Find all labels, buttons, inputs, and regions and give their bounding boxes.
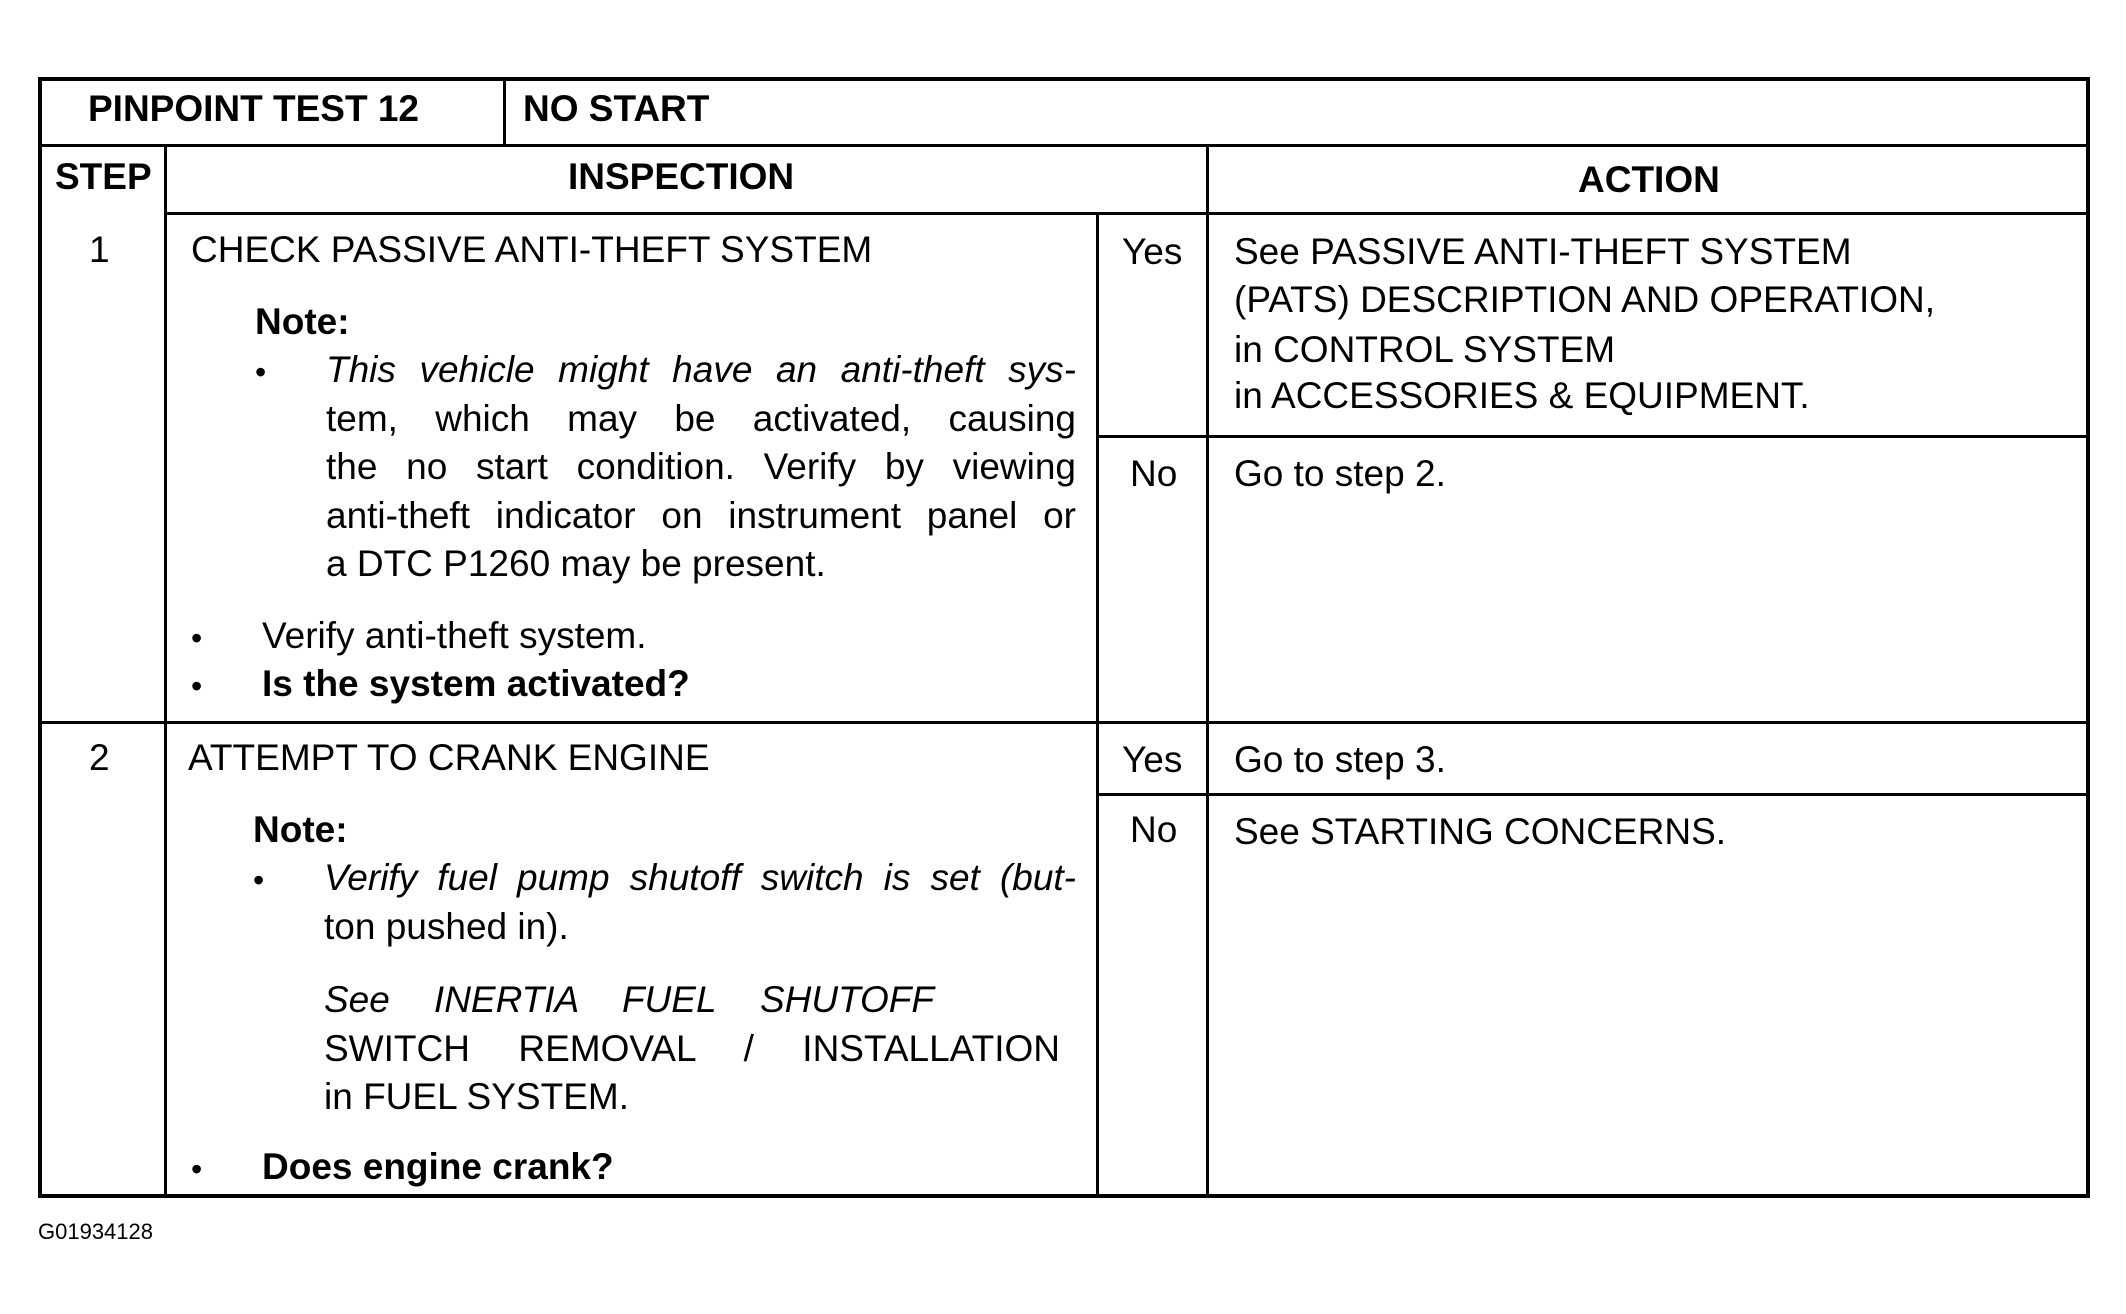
step-2-no-label: No [1130,809,1178,850]
step-1-note-line: a DTC P1260 may be present. [326,543,826,584]
step-2-note-text [324,854,1076,951]
step-2-note-line: Verify fuel pump shutoff switch is set (but- [324,857,1076,898]
step-1-note-bullet: • [255,354,267,390]
step-2-see-line: in FUEL SYSTEM. [324,1076,629,1117]
rule-answer-column [1096,212,1099,1196]
step-1-no-action: Go to step 2. [1234,453,1446,494]
step-2-yes-action: Go to step 3. [1234,739,1446,780]
rule-header-bottom [165,212,2090,215]
step-1-note-line: tem, which may be activated, causing [326,397,1076,439]
step-2-note-line: ton pushed in). [324,905,569,947]
step-1-note-label: Note: [255,301,350,342]
step-1-question: Is the system activated? [262,663,690,704]
step-2-note-label: Note: [253,809,348,850]
step-1-note-line: This vehicle might have an anti-theft sys- [326,349,1076,390]
step-1-note-line: the no start condition. Verify by viewing [326,446,1076,487]
step-2-question: Does engine crank? [262,1146,614,1187]
step-1-title: CHECK PASSIVE ANTI-THEFT SYSTEM [191,229,873,270]
test-name: NO START [523,88,710,129]
column-header-inspection: INSPECTION [568,156,795,197]
step-1-yes-action-line: in CONTROL SYSTEM [1234,329,1616,370]
test-label: PINPOINT TEST 12 [88,88,420,129]
step-2-number: 2 [89,737,110,778]
rule-title-bottom [40,144,2090,147]
step-2-see-text [324,976,1060,1122]
step-1-instruction: Verify anti-theft system. [262,615,647,656]
rule-action-column [1206,144,1209,1196]
figure-id: G01934128 [38,1219,153,1244]
step-2-see-line: See INERTIA FUEL SHUTOFF [324,979,934,1020]
column-header-action: ACTION [1578,159,1720,200]
column-header-step: STEP [55,156,152,197]
rule-step-column [164,144,167,1196]
rule-title-divider [503,77,506,146]
step-1-note-line: anti-theft indicator on instrument panel or [326,494,1076,536]
step-1-question-bullet: • [191,668,203,704]
step-1-number: 1 [89,229,110,270]
step-1-no-label: No [1130,453,1178,494]
step-1-note-text [326,346,1076,589]
step-2-title: ATTEMPT TO CRANK ENGINE [188,737,710,778]
step-2-question-bullet: • [191,1151,203,1187]
rule-step2-yes-no [1098,793,2090,796]
step-1-instruction-bullet: • [191,620,203,656]
step-1-yes-action-line: See PASSIVE ANTI-THEFT SYSTEM [1234,231,1852,272]
step-1-yes-label: Yes [1122,231,1183,272]
step-2-note-bullet: • [253,862,265,898]
step-2-yes-label: Yes [1122,739,1183,780]
rule-step1-bottom [40,721,2090,724]
step-2-no-action: See STARTING CONCERNS. [1234,811,1727,852]
step-1-yes-action-line: (PATS) DESCRIPTION AND OPERATION, [1234,279,1936,320]
step-2-see-line: SWITCH REMOVAL / INSTALLATION [324,1027,1060,1069]
step-1-yes-action-line: in ACCESSORIES & EQUIPMENT. [1234,375,1810,416]
rule-step1-yes-no [1098,435,2090,438]
